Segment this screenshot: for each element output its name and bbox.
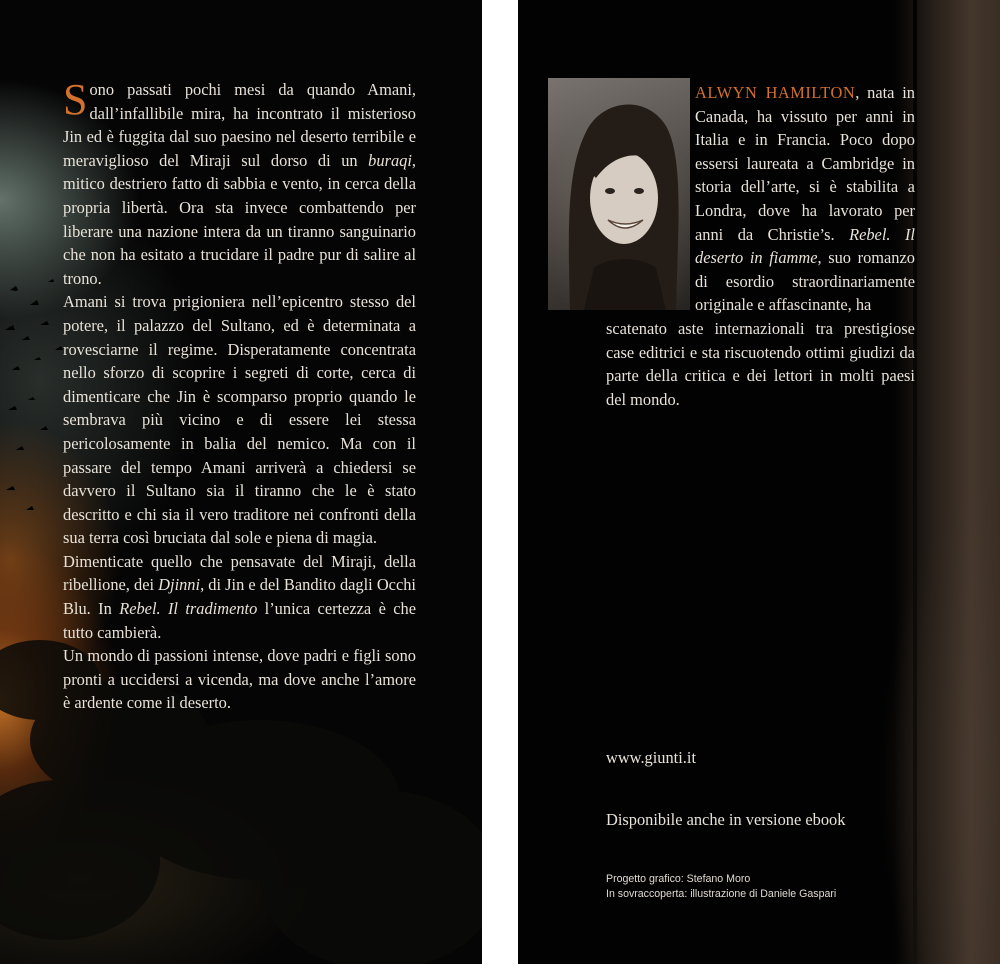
- credit-design: Progetto grafico: Stefano Moro: [606, 873, 751, 885]
- back-cover-blurb: [63, 75, 416, 715]
- drop-cap: S: [63, 75, 88, 124]
- design-credits: [606, 872, 836, 902]
- blurb-paragraph-3: Dimenticate quello che pensavate del Miraji, della ribellione, dei Djinni, di Jin e del Bandito dagli Occhi Blu. In Rebel. Il tradimento l’unica certezza è che tutto cambierà.: [63, 551, 416, 642]
- fold-gutter: [482, 0, 518, 964]
- author-bio: [606, 81, 915, 411]
- bio-continuation: scatenato aste internazionali tra prestigiose case editrici e sta riscuotendo ottimi giudizi da parte della critica e dei lettori in molti paesi del mondo.: [606, 318, 915, 409]
- left-flap-panel: [0, 0, 482, 964]
- bio-opening: ALWYN HAMILTON, nata in Canada, ha vissuto per anni in Italia e in Francia. Poco dopo essersi laureata a Cambridge in storia dell’arte, si è stabilita a Londra, dove ha lavorato per anni da Christie’s. Rebel. Il deserto in fiamme, suo romanzo di esordio straordinariamente originale e affascinante, ha: [695, 83, 915, 315]
- ebook-availability: Disponibile anche in versione ebook: [606, 810, 846, 829]
- blurb-paragraph-4: Un mondo di passioni intense, dove padri e figli sono pronti a uccidersi a vicenda, ma dove anche l’amore è ardente come il deserto.: [63, 646, 416, 713]
- publisher-website: www.giunti.it: [606, 748, 696, 767]
- blurb-paragraph-1: Sono passati pochi mesi da quando Amani, dall’infallibile mira, ha incontrato il misterioso Jin ed è fuggita dal suo paesino nel deserto terribile e meraviglioso del Miraji sul dorso di un buraqi, mitico destriero fatto di sabbia e vento, in cerca della propria libertà. Ora sta invece combattendo per liberare una nazione intera da un tiranno sanguinario che non ha esitato a trucidare il padre pur di salire al trono.: [63, 75, 416, 288]
- blurb-paragraph-2: Amani si trova prigioniera nell’epicentro stesso del potere, il palazzo del Sultano, ed è determinata a rovesciarne il regime. Disperatamente concentrata nello sforzo di scoprire i segreti di corte, cerca di dimenticare che Jin è scomparso proprio quando le sembrava più vicino e di essere lei stessa pericolosamente in balia del nemico. Ma con il passare del tempo Amani arriverà a chiedersi se davvero il Sultano sia il tiranno che le è stato descritto e chi sia il vero traditore nei confronti della sua terra così bruciata dal sole e piena di magia.: [63, 292, 416, 548]
- credit-cover-illustration: In sovraccoperta: illustrazione di Daniele Gaspari: [606, 888, 837, 900]
- birds-decoration: [0, 270, 70, 550]
